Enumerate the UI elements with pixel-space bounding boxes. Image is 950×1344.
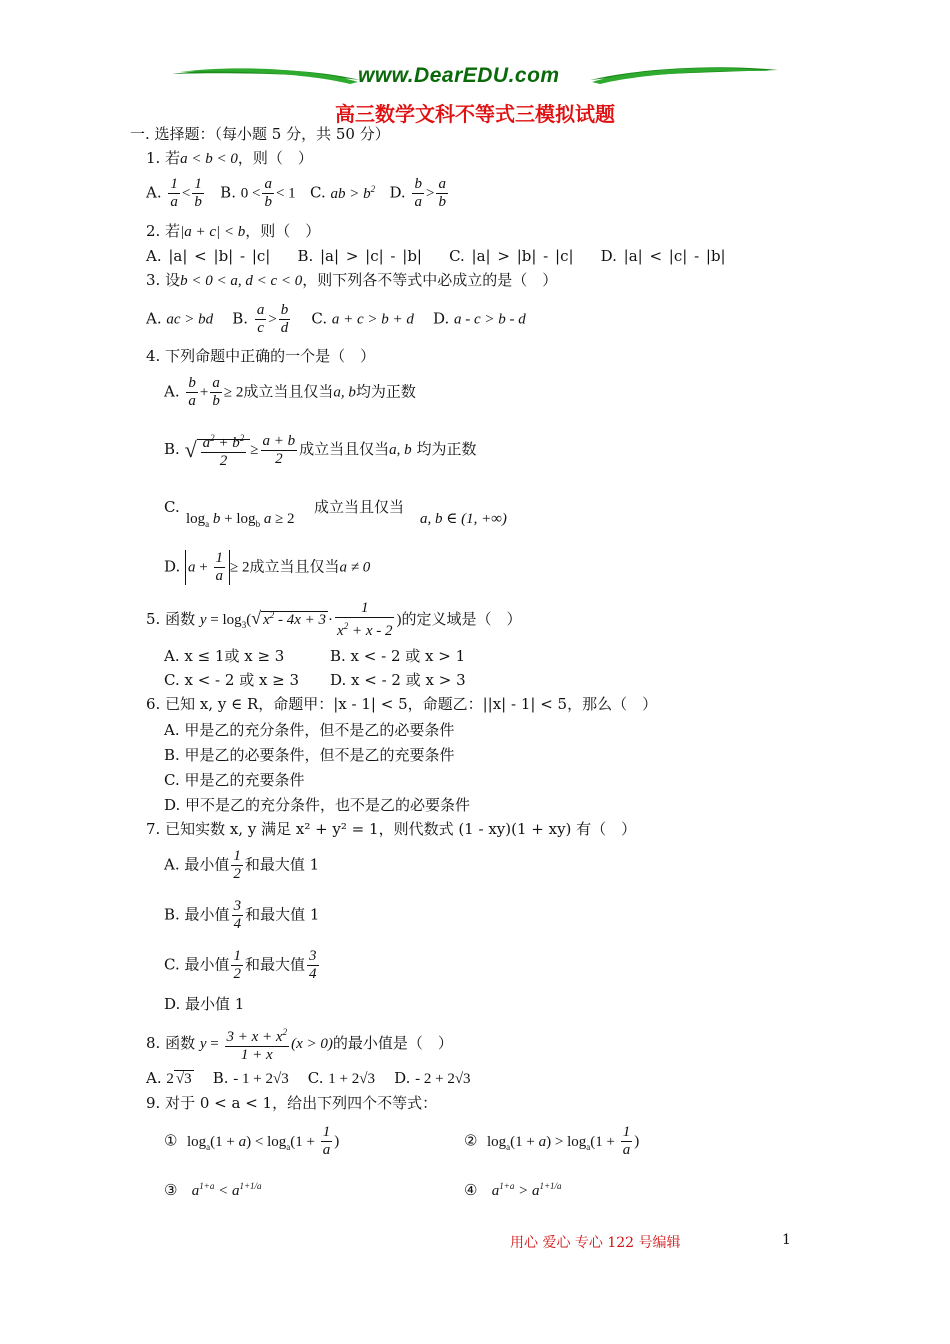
question-9-item-1: ① $\log_a(1 + a) < \log_a(1$ + $\frac{1}{a}$ ) bbox=[164, 1124, 340, 1158]
question-5-option-c: C. x < - 2 或 x ≥ 3 bbox=[164, 671, 300, 689]
site-logo-text: www.DearEDU.com bbox=[358, 64, 560, 87]
question-5-stem: 5. 函数 $y = \log_3(√$ $x^2 - 4x + 3$ · $\frac{1}{x^2 + x - 2}$ )的定义域是（ ） bbox=[146, 600, 522, 639]
question-7-stem: 7. 已知实数 x, y 满足 x² + y² = 1，则代数式 (1 - xy)(1 + xy) 有（ ） bbox=[146, 820, 637, 838]
question-2-options: A. |a| < |b| - |c| B. |a| > |c| - |b| C. |a| > |b| - |c| D. |a| < |c| - |b| bbox=[146, 247, 726, 265]
question-9-stem: 9. 对于 0 < a < 1，给出下列四个不等式： bbox=[146, 1094, 438, 1112]
question-7-option-b: B. 最小值 $\frac{3}{4}$ 和最大值 1 bbox=[164, 898, 320, 932]
question-7-option-c: C. 最小值 $\frac{1}{2}$ 和最大值 $\frac{3}{4}$ bbox=[164, 948, 317, 982]
question-4-option-c-vars: a, b ∈ (1, +∞) bbox=[420, 511, 507, 527]
question-6-option-b: B. 甲是乙的必要条件，但不是乙的充要条件 bbox=[164, 746, 455, 764]
question-5-option-b: B. x < - 2 或 x > 1 bbox=[330, 647, 466, 665]
question-4-stem: 4. 下列命题中正确的一个是（ ） bbox=[146, 347, 376, 365]
section-heading: 一. 选择题：（每小题 5 分，共 50 分） bbox=[130, 125, 390, 143]
question-6-option-c: C. 甲是乙的充要条件 bbox=[164, 771, 305, 789]
question-4-option-b: B. √ $\frac{a^2 + b^2}{2}$ ≥ $\frac{a + b}{2}$ 成立当且仅当a, b 均为正数 bbox=[164, 430, 476, 470]
question-1-options: A. $\frac{1}{a}$ < $\frac{1}{b}$ B. 0 < $\frac{a}{b}$ < 1 C. ab > $b^2$ D. $\frac{b}{a}$ > $\frac{a}{b}$ bbox=[146, 176, 446, 210]
question-5-option-a: A. x ≤ 1或 x ≥ 3 bbox=[164, 647, 285, 665]
question-7-option-a: A. 最小值 $\frac{1}{2}$ 和最大值 1 bbox=[164, 848, 320, 882]
question-7-option-d: D. 最小值 1 bbox=[164, 995, 245, 1013]
question-9-item-3: ③ $a^{1+a} < a^{1+1/a}$ bbox=[164, 1181, 262, 1199]
question-4-option-c-tail: 成立当且仅当 bbox=[314, 498, 405, 516]
footer-credit: 用心 爱心 专心 122 号编辑 bbox=[510, 1235, 681, 1251]
question-6-option-a: A. 甲是乙的充分条件，但不是乙的必要条件 bbox=[164, 721, 455, 739]
question-3-stem: 3. 设b < 0 < a, d < c < 0，则下列各不等式中必成立的是（ ） bbox=[146, 271, 558, 289]
question-8-stem: 8. 函数 y = $\frac{3 + x + x^2}{1 + x}$ (x > 0)的最小值是（ ） bbox=[146, 1024, 453, 1064]
question-2-stem: 2. 若|a + c| < b，则（ ） bbox=[146, 222, 321, 240]
question-8-options: A. 2 √3 B. - 1 + 2√3 C. 1 + 2√3 D. - 2 + 2√3 bbox=[146, 1069, 471, 1087]
question-6-option-d: D. 甲不是乙的充分条件，也不是乙的必要条件 bbox=[164, 796, 471, 814]
question-5-option-d: D. x < - 2 或 x > 3 bbox=[330, 671, 466, 689]
header-banner bbox=[170, 62, 780, 98]
question-9-item-2: ② $\log_a(1 + a) > \log_a(1$ + $\frac{1}{a}$ ) bbox=[464, 1124, 640, 1158]
question-9-item-4: ④ $a^{1+a} > a^{1+1/a}$ bbox=[464, 1181, 562, 1199]
question-4-option-c: C. bbox=[164, 498, 180, 516]
page-number: 1 bbox=[782, 1232, 791, 1248]
question-4-option-d: D. a + $\frac{1}{a}$ ≥ 2成立当且仅当a ≠ 0 bbox=[164, 550, 371, 584]
question-6-stem: 6. 已知 x, y ∈ R，命题甲：|x - 1| < 5，命题乙：||x| - 1| < 5，那么（ ） bbox=[146, 695, 658, 713]
question-3-options: A. ac > bd B. $\frac{a}{c}$ > $\frac{b}{d}$ C. a + c > b + d D. a - c > b - d bbox=[146, 302, 526, 336]
question-4-option-a: A. $\frac{b}{a}$ + $\frac{a}{b}$ ≥ 2成立当且仅当a, b均为正数 bbox=[164, 375, 416, 409]
question-4-option-c-expr: $\log_a b + \log_b a \ge 2$ bbox=[186, 511, 295, 529]
page-title: 高三数学文科不等式三模拟试题 bbox=[335, 102, 615, 126]
question-1-stem: 1. 若a < b < 0，则（ ） bbox=[146, 149, 313, 167]
